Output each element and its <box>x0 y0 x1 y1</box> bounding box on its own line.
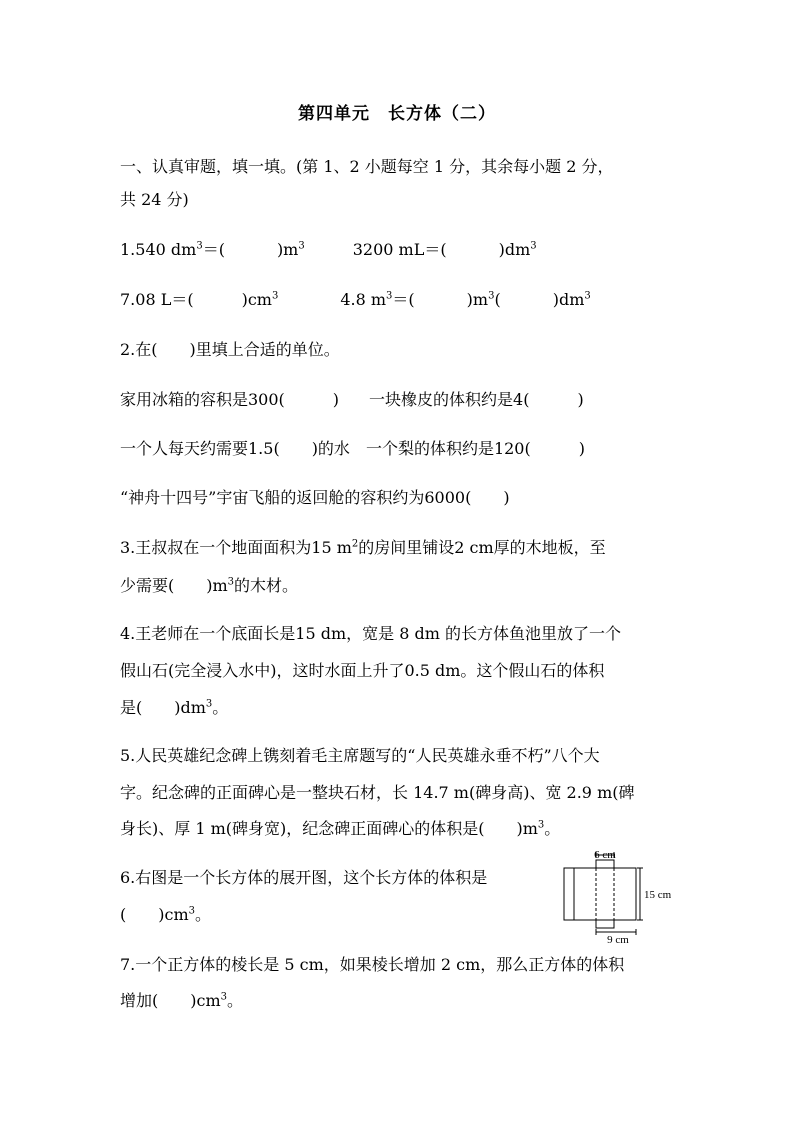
question-4-line-3: 是( )$dm^3$。 <box>120 698 229 717</box>
q1c-text: 7.08 L＝( <box>120 290 194 309</box>
question-5-line-1: 5.人民英雄纪念碑上镌刻着毛主席题写的“人民英雄永垂不朽”八个大 <box>120 746 600 765</box>
q1d-text: 4.8 m <box>340 290 387 309</box>
question-2-row-1 <box>120 390 584 410</box>
question-7-line-2: 增加( )$cm^3$。 <box>120 991 244 1010</box>
question-6-line-2: ( )$cm^3$。 <box>120 905 212 924</box>
question-4-line-2: 假山石(完全浸入水中)，这时水面上升了0.5 dm。这个假山石的体积 <box>120 661 605 680</box>
question-7-line-1: 7.一个正方体的棱长是 5 cm，如果棱长增加 2 cm，那么正方体的体积 <box>120 955 625 974</box>
question-6-line-1: 6.右图是一个长方体的展开图，这个长方体的体积是 <box>120 868 488 887</box>
net-center-band <box>574 868 636 920</box>
q1b-text: 3200 mL＝( <box>352 240 447 259</box>
question-5-line-3: 身长)、厚 1 m(碑身宽)，纪念碑正面碑心的体积是( )$m^3$。 <box>120 819 561 838</box>
section-heading-cont <box>120 190 189 210</box>
question-1-row-1: 1.540 $dm^3=$( )$m^3$ 3200 mL＝( )$dm^3$ <box>120 240 537 259</box>
question-2-row-3: “神舟十四号”宇宙飞船的返回舱的容积约为6000( ) <box>120 488 510 507</box>
q2c-text: 一个人每天约需要1.5( )的水 <box>120 439 350 458</box>
question-4-line-1: 4.王老师在一个底面长是15 dm，宽是 8 dm 的长方体鱼池里放了一个 <box>120 624 621 643</box>
q2a-text: 家用冰箱的容积是300( ) <box>120 390 340 409</box>
cuboid-net-figure <box>560 848 680 944</box>
section-heading <box>120 157 613 177</box>
page-title: 第四单元 长方体（二） <box>298 104 496 124</box>
question-3-line-2: 少需要( )$m^3$的木材。 <box>120 576 299 595</box>
section-heading-line1: 一、认真审题，填一填。(第 1、2 小题每空 1 分，其余每小题 2 分， <box>120 157 614 176</box>
section-heading-line2: 共 24 分) <box>120 190 189 209</box>
net-label-right: 15 cm <box>644 889 672 901</box>
question-2-intro: 2.在( )里填上合适的单位。 <box>120 340 340 359</box>
question-3-line-1: 3.王叔叔在一个地面面积为15 $m^2$的房间里铺设2 cm厚的木地板，至 <box>120 538 606 557</box>
q1a-text: 1.540 dm <box>120 240 197 259</box>
q2b-text: 一块橡皮的体积约是4( ) <box>369 390 584 409</box>
q2d-text: 一个梨的体积约是120( ) <box>365 439 585 458</box>
net-bottom-flap <box>596 920 614 928</box>
net-top-flap <box>596 860 614 868</box>
net-label-bottom: 9 cm <box>607 934 629 944</box>
net-label-top: 6 cm <box>594 849 616 861</box>
net-left-face <box>564 868 574 920</box>
question-5-line-2: 字。纪念碑的正面碑心是一整块石材，长 14.7 m(碑身高)、宽 2.9 m(碑 <box>120 783 635 802</box>
question-1-row-2: 7.08 L＝( )$cm^3$ 4.8 $m^3=$( )$m^3$( )$dm^3$ <box>120 290 591 309</box>
question-2-row-2 <box>120 439 585 459</box>
